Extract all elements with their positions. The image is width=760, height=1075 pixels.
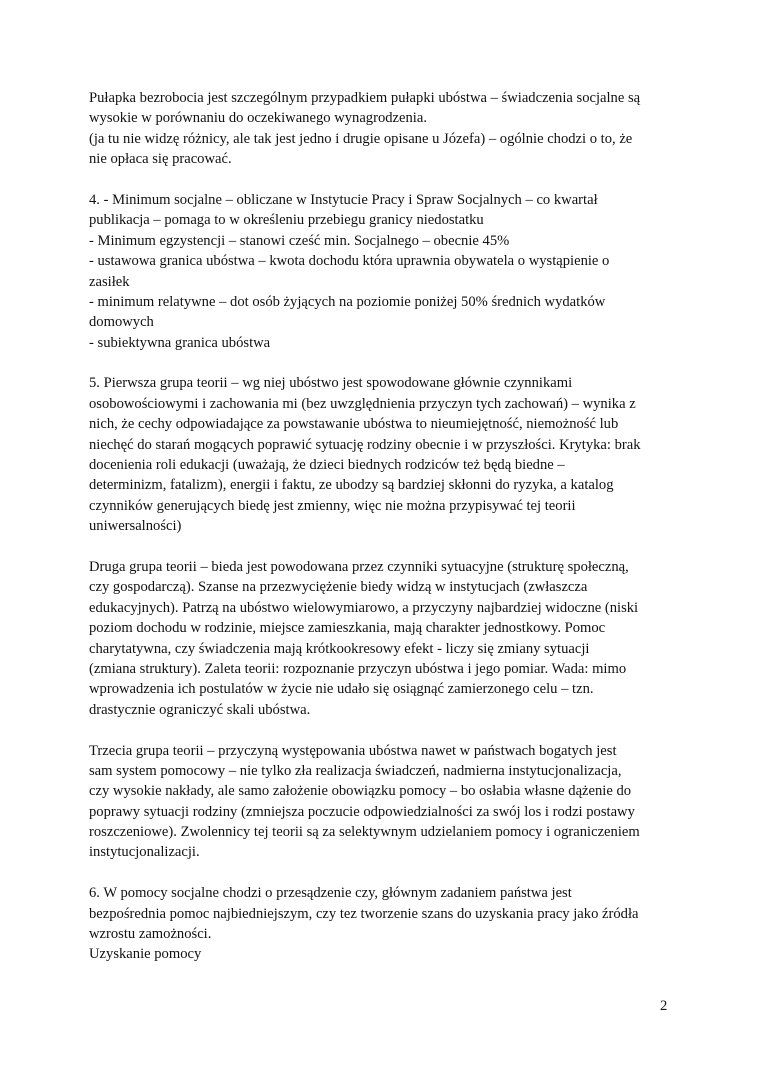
text-line: 5. Pierwsza grupa teorii – wg niej ubóstwo jest spowodowane głównie czynnikami [89,375,573,392]
text-line: nie opłaca się pracować. [89,151,232,168]
paragraph-social-assistance [89,883,679,965]
text-line: czynników generujących biedę jest zmienny, więc nie można przypisywać tej teorii [89,497,576,514]
text-line: (ja tu nie widzę różnicy, ale tak jest jedno i drugie opisane u Józefa) – ogólnie chodzi o to, że [89,130,633,147]
text-line: osobowościowymi i zachowania mi (bez uwzględnienia przyczyn tych zachowań) – wynika z [89,395,636,412]
text-line: Pułapka bezrobocia jest szczególnym przypadkiem pułapki ubóstwa – świadczenia socjalne są [89,90,641,106]
document-page [89,88,679,965]
list-item: - minimum relatywne – dot osób żyjących na poziomie poniżej 50% średnich wydatków [89,293,606,310]
text-line: Druga grupa teorii – bieda jest powodowana przez czynniki sytuacyjne (strukturę społeczną, [89,558,629,575]
text-line: Uzyskanie pomocy [89,946,202,963]
text-line: uniwersalności) [89,518,182,535]
text-line: drastycznie ograniczyć skali ubóstwa. [89,701,311,718]
paragraph-second-theory-group [89,557,679,720]
text-line: publikacja – pomaga to w określeniu przebiegu granicy niedostatku [89,212,484,229]
text-line: nich, że cechy odpowiadające za powstawanie ubóstwa to nieumiejętność, niemożność lub [89,416,619,433]
text-line: zasiłek [89,273,130,290]
text-line: wysokie w porównaniu do oczekiwanego wynagrodzenia. [89,110,427,127]
text-line: charytatywna, czy świadczenia mają krótkookresowy efekt - liczy się zmiany sytuacji [89,640,590,657]
text-line: 4. - Minimum socjalne – obliczane w Instytucie Pracy i Spraw Socjalnych – co kwartał [89,191,598,208]
paragraph-spacer [89,863,679,883]
text-line: roszczeniowe). Zwolennicy tej teorii są za selektywnym udzielaniem pomocy i ograniczeniem [89,824,640,841]
text-line: czy gospodarczą). Szanse na przezwyciężenie biedy widzą w instytucjach (zwłaszcza [89,579,588,596]
paragraph-spacer [89,537,679,557]
paragraph-spacer [89,353,679,373]
text-line: edukacyjnych). Patrzą na ubóstwo wielowymiarowo, a przyczyny najbardziej widoczne (niski [89,599,639,616]
text-line: Trzecia grupa teorii – przyczyną występowania ubóstwa nawet w państwach bogatych jest [89,742,617,759]
list-item: - ustawowa granica ubóstwa – kwota dochodu która uprawnia obywatela o wystąpienie o [89,253,610,270]
list-item: - subiektywna granica ubóstwa [89,334,271,351]
text-line: 6. W pomocy socjalne chodzi o przesądzenie czy, głównym zadaniem państwa jest [89,885,572,902]
text-line: poprawy sytuacji rodziny (zmniejsza poczucie odpowiedzialności za swój los i rodzi postawy [89,803,635,820]
text-line: poziom dochodu w rodzinie, miejsce zamieszkania, mają charakter jednostkowy. Pomoc [89,620,606,637]
text-line: bezpośrednia pomoc najbiedniejszym, czy tez tworzenie szans do uzyskania pracy jako źródła [89,905,639,922]
text-line: (zmiana struktury). Zaleta teorii: rozpoznanie przyczyn ubóstwa i jego pomiar. Wada: mimo [89,660,627,677]
text-line: docenienia roli edukacji (uważają, że dzieci biednych rodziców też będą biedne – [89,457,565,474]
paragraph-third-theory-group [89,741,679,863]
text-line: sam system pomocowy – nie tylko zła realizacja świadczeń, nadmierna instytucjonalizacja, [89,762,622,779]
paragraph-unemployment-trap [89,88,679,170]
text-line: wzrostu zamożności. [89,926,212,943]
paragraph-first-theory-group [89,373,679,536]
text-line: determinizm, fatalizm), energii i faktu, ze ubodzy są bardziej skłonni do ryzyka, a katalog [89,477,614,494]
page-number: 2 [660,998,668,1014]
paragraph-spacer [89,720,679,740]
paragraph-spacer [89,170,679,190]
text-line: wprowadzenia ich postulatów w życie nie udało się osiągnąć zamierzonego celu – tzn. [89,681,594,698]
text-line: domowych [89,314,154,331]
text-line: instytucjonalizacji. [89,844,200,861]
list-item: - Minimum egzystencji – stanowi cześć min. Socjalnego – obecnie 45% [89,232,510,249]
text-line: niechęć do starań mogących poprawić sytuację rodziny obecnie i w przyszłości. Krytyka: brak [89,436,641,453]
paragraph-social-minimum [89,190,679,353]
text-line: czy wysokie nakłady, ale samo założenie obowiązku pomocy – bo osłabia własne dążenie do [89,783,632,800]
